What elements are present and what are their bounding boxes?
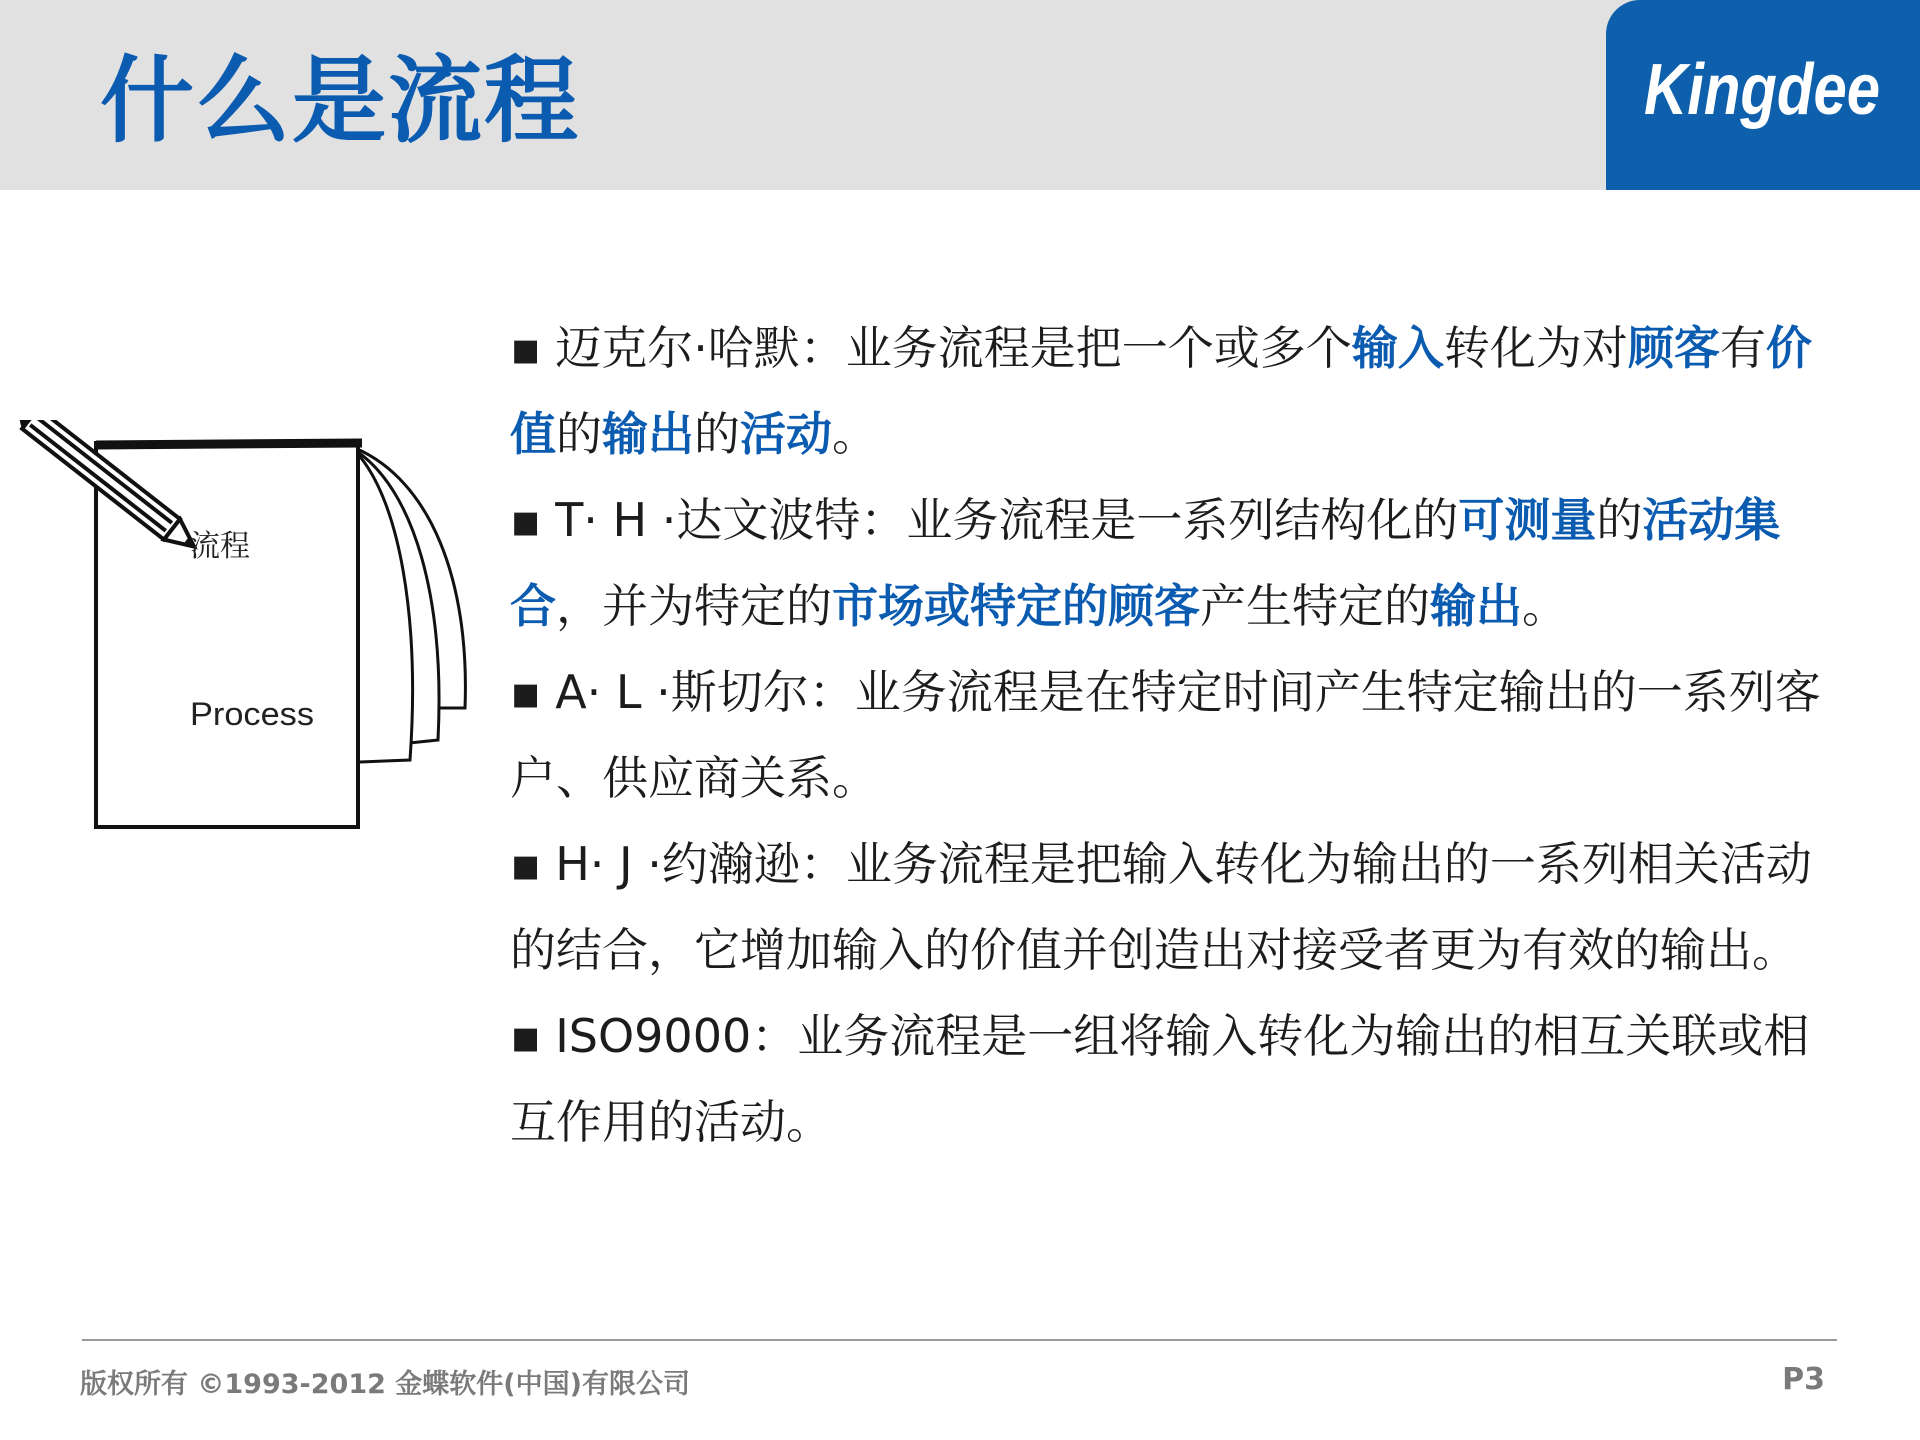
definition-text: A· L ·斯切尔：业务流程是在特定时间产生特定输出的一系列客户、供应商关系。 (510, 665, 1821, 805)
highlight-term: 活动 (740, 407, 832, 461)
logo-text: Kingdee (1644, 50, 1880, 130)
kingdee-logo (1606, 0, 1920, 190)
definition-item (510, 649, 1830, 821)
definition-list (510, 305, 1830, 1165)
definition-text: ，并为特定的 (556, 579, 832, 633)
highlight-term: 活动集合 (510, 493, 1781, 633)
highlight-term: 可测量 (1458, 493, 1597, 547)
highlight-term: 顾客 (1627, 321, 1720, 375)
definition-text: 。 (1522, 579, 1568, 633)
definition-text: 产生特定的 (1200, 579, 1430, 633)
definition-text: 的 (694, 407, 740, 461)
definition-text: H· J ·约瀚逊：业务流程是把输入转化为输出的一系列相关活动的结合，它增加输入的价值并创造出对接受者更为有效的输出。 (510, 837, 1812, 977)
bullet-icon: ▪ (510, 665, 542, 719)
bullet-icon: ▪ (510, 493, 542, 547)
definition-text: 的 (556, 407, 602, 461)
bullet-icon: ▪ (510, 321, 542, 375)
definition-text: T· H ·达文波特：业务流程是一系列结构化的 (555, 493, 1459, 547)
notepad-with-pencil-icon (0, 420, 490, 840)
definition-text: 有 (1719, 321, 1766, 375)
highlight-term: 价值 (510, 321, 1812, 461)
highlight-term: 输出 (1430, 579, 1522, 633)
highlight-term: 市场或特定的顾客 (832, 579, 1200, 633)
page-number: P3 (1782, 1362, 1825, 1397)
definition-text: ISO9000：业务流程是一组将输入转化为输出的相互关联或相互作用的活动。 (510, 1009, 1810, 1149)
bullet-icon: ▪ (510, 1009, 542, 1063)
definition-text: 的 (1596, 493, 1643, 547)
highlight-term: 输入 (1351, 321, 1444, 375)
footer-divider (82, 1339, 1837, 1341)
note-title: 流程 (190, 529, 250, 564)
definition-text: 转化为对 (1443, 321, 1628, 375)
definition-item (510, 993, 1830, 1165)
definition-text: 迈克尔·哈默：业务流程是把一个或多个 (555, 321, 1352, 375)
footer-copyright: 版权所有 ©1993-2012 金蝶软件(中国)有限公司 (80, 1369, 690, 1400)
definition-text: 。 (832, 407, 878, 461)
definition-item (510, 821, 1830, 993)
bullet-icon: ▪ (510, 837, 542, 891)
note-word: Process (190, 696, 314, 732)
definition-item (510, 477, 1830, 649)
page-title: 什么是流程 (100, 47, 581, 156)
definition-item (510, 305, 1830, 477)
highlight-term: 输出 (602, 407, 694, 461)
